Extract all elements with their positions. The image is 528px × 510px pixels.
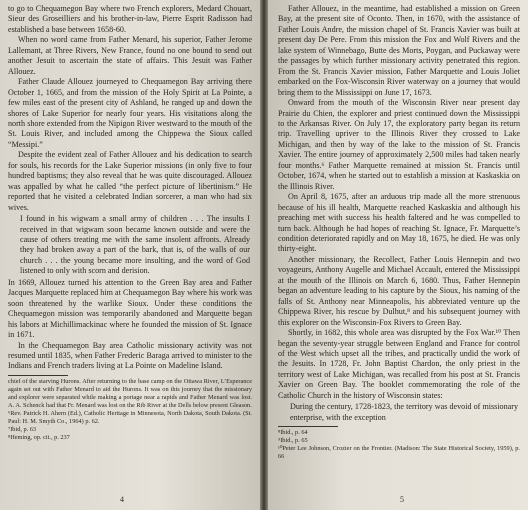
- right-paragraph: Another missionary, the Recollect, Father Louis Hennepin and two voyageurs, Anthony Augelle and Michael Accault, entered the Mississippi at the mouth of the Illinois on March 6, 1680. Thus, Father Hennepin began an adventure leading to his capture by the Sioux, his naming of the falls of St. Anthony near Minneapolis, his abbreviated venture up the Chippewa River, his rescue by Dulhut,⁸ and his subsequent journey with this explorer on the Wisconsin-Fox Rivers to Green Bay.: [278, 254, 520, 327]
- right-body: [278, 4, 520, 423]
- left-paragraph: Father Claude Allouez journeyed to Chequamegon Bay arriving there October 1, 1665, and from the mission of the Holy Spirit at La Pointe, a few miles east of the present city of Ashland, he ranged up and down the shores of Lake Superior for nearly four years. His visitations along the north shore extended from the Nipigon River westward to the mouth of the St. Louis River, and included among the Chippewa the Sioux called “Messipi.”: [8, 77, 252, 149]
- left-paragraph: Despite the evident zeal of Father Allouez and his dedication to search for souls, his records for the Lake Superior missions (in only five to four hundred baptisms; they also reveal that he was quite discouraged. Allouez was appalled by what he called “the perfect picture of libertinism.” He reported that he visited a celebrated Indian sorcerer, a man who had six wives.: [8, 150, 252, 212]
- footnote: chief of the starving Hurons. After returning to the base camp on the Ottawa River, L’Esperance again set out with Father Menard to aid the Hurons. It was on this journey that the missionary and explorer were separated while making a portage near a rapids and Father Menard was lost. A. A. Schenck had that Fr. Menard was lost on the Rib River at the Dells below present Gleason.: [8, 377, 252, 409]
- footnote-divider: [278, 426, 338, 427]
- left-page: [0, 0, 260, 510]
- right-block-quote: During the century, 1728-1823, the territory was devoid of missionary enterprise, with the exception: [290, 402, 518, 422]
- right-paragraph: On April 8, 1675, after an arduous trip made all the more strenuous because of his ill health, Marquette reached Kaskaskia and although his preaching met with success his health faltered and he was compelled to turn back. Although he had hopes of reaching St. Ignace, Fr. Marquette’s condition deteriorated rapidly and on May 18, 1675, he died. He was only thirty-eight.: [278, 192, 520, 254]
- left-block-quote: I found in his wigwam a small army of children . . . The insults I received in that wigwam soon became known outside and were the cause of others treating me with the same insolent affronts. Already they had broken away a part of the bark, that is, of the walls of our church . . . the young became more insulting, and the word of God listened to only with scorn and derision.: [20, 214, 250, 276]
- right-paragraph: Shortly, in 1682, this whole area was disrupted by the Fox War.¹⁰ Then began the seventy-year struggle between England and France for control of the West which upset all the tribes, and practically undid the work of the Jesuits. In 1728, Fr. John Baptist Chardon, the only priest in the territory west of Lake Michigan, was recalled from his post at St. Francis Xavier on Green Bay. The booklet commemorating the role of the Catholic Church in the history of Wisconsin states:: [278, 328, 520, 400]
- left-paragraph: to go to Chequamegon Bay where two French explorers, Medard Chouart, Sieur des Groseilliers and his brother-in-law, Pierre Esprit Radisson had established a base between 1658-60.: [8, 4, 252, 34]
- left-paragraph: In the Chequamegon Bay area Catholic missionary activity was not resumed until 1835, when Father Frederic Baraga arrived to minister to the Indians and French traders living at La Pointe on Madeline Island.: [8, 340, 252, 371]
- footnote: ¹⁰Peter Lee Johnson, Crozier on the Frontier. (Madison: The State Historical Society, 1959), p. 66: [278, 445, 520, 461]
- page-number: 5: [400, 495, 404, 504]
- book-gutter: [260, 0, 268, 510]
- right-footnotes: [278, 429, 520, 461]
- left-footnotes: [8, 378, 252, 442]
- left-body: [8, 4, 252, 372]
- left-paragraph: In 1669, Allouez turned his attention to the Green Bay area and Father Jacques Marquette replaced him at Chequamegon Bay where his work was soon threatened by the warlike Sioux. Under these conditions the Chequamegon mission was temporarily abandoned and Marquette began his labors at Michillimackinac where he founded the mission of St. Ignace in 1671.: [8, 277, 252, 340]
- footnote: ⁶Rev. Patrick H. Ahern (Ed.), Catholic Heritage in Minnesota, North Dakota, South Dakota. (St. Paul: H. M. Smyth Co., 1964) p. 62.: [8, 409, 252, 425]
- footnote: ⁸Ibid., p. 64: [278, 429, 308, 437]
- footnote: ⁹Ibid., p. 65: [278, 437, 308, 445]
- right-paragraph: Father Allouez, in the meantime, had established a mission on Green Bay, at the present site of Oconto. Then, in 1670, with the assistance of Father Louis Andre, the mission chapel of St. Francis Xavier was built at present day De Pere. From this mission the Fox and Wolf Rivers and the lake system of Winnebago, Butte des Morts, Poygan, and Puckaway were the passages by which further missionary activity penetrated this region. From the St. Francis Xavier mission, Father Marquette and Louis Joliet embarked on the Fox-Wisconsin River waterway on a journey that would bring them to the Mississippi on June 17, 1673.: [278, 4, 520, 97]
- footnote: ⁷Ibid, p. 63: [8, 425, 37, 433]
- left-paragraph: When no word came from Father Menard, his superior, Father Jerome Lallemant, at Three Rivers, New France, found no one bound to send out another Jesuit to ascertain the state of affairs. This Jesuit was Father Allouez.: [8, 35, 252, 76]
- footnote-divider: [8, 375, 68, 376]
- footnote: ⁸Heming, op. cit., p. 237: [8, 433, 70, 441]
- page-number: 4: [120, 495, 124, 504]
- right-page: [268, 0, 528, 510]
- right-paragraph: Onward from the mouth of the Wisconsin River near present day Prairie du Chien, the explorer and priest continued down the Mississippi to the Arkansas River. On July 17, the exploratory party began its return trip. Travelling upriver to the Illinois River they crossed to Lake Michigan, and then by way of the lake to the mission of St. Francis Xavier. The entire journey of approximately 2,500 miles had taken nearly four months.⁶ Father Marquette remained at mission St. Francis until October, 1674, when he started out to establish a mission at Kaskaskia on the Illinois River.: [278, 98, 520, 191]
